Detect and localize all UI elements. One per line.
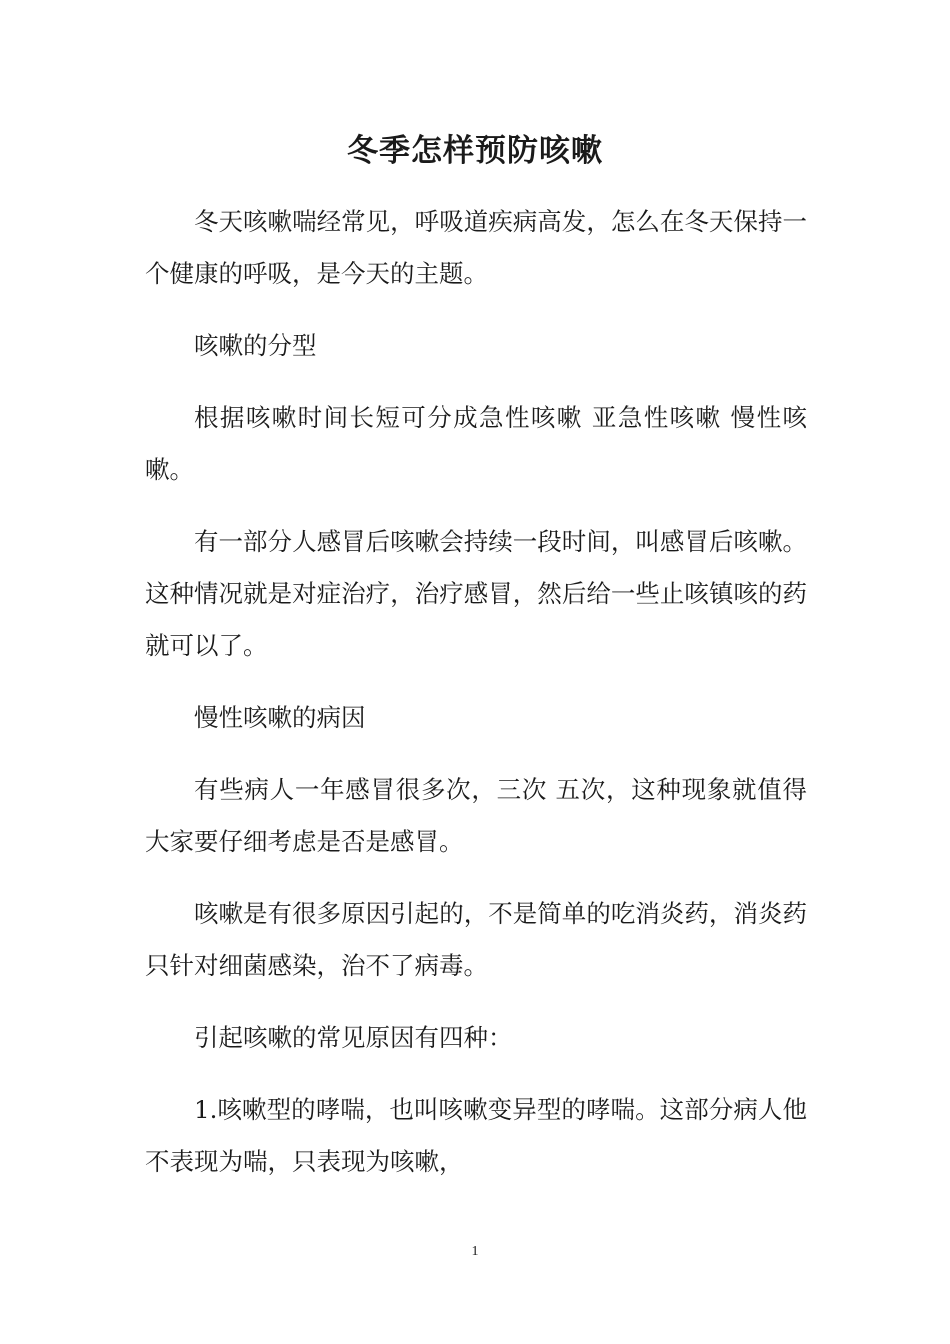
paragraph-four-causes: 引起咳嗽的常见原因有四种： [194,1023,513,1052]
document-body [145,196,807,1208]
paragraph-frequent-colds: 有些病人一年感冒很多次，三次 五次，这种现象就值得大家要仔细考虑是否是感冒。 [145,775,807,856]
paragraph-cough-causes: 咳嗽是有很多原因引起的，不是简单的吃消炎药，消炎药只针对细菌感染，治不了病毒。 [145,899,807,980]
page-number: 1 [471,1244,479,1259]
paragraph-intro: 冬天咳嗽喘经常见，呼吸道疾病高发，怎么在冬天保持一个健康的呼吸，是今天的主题。 [145,207,807,288]
paragraph-post-cold-cough: 有一部分人感冒后咳嗽会持续一段时间，叫感冒后咳嗽。这种情况就是对症治疗，治疗感冒，然后给一些止咳镇咳的药就可以了。 [145,527,807,660]
section-heading-cough-types: 咳嗽的分型 [194,331,317,360]
paragraph-cough-duration: 根据咳嗽时间长短可分成急性咳嗽 亚急性咳嗽 慢性咳嗽。 [145,403,807,484]
section-heading-chronic-causes: 慢性咳嗽的病因 [194,703,366,732]
document-title: 冬季怎样预防咳嗽 [347,133,603,169]
paragraph-cough-asthma: 1.咳嗽型的哮喘，也叫咳嗽变异型的哮喘。这部分病人他不表现为喘，只表现为咳嗽， [145,1095,807,1176]
